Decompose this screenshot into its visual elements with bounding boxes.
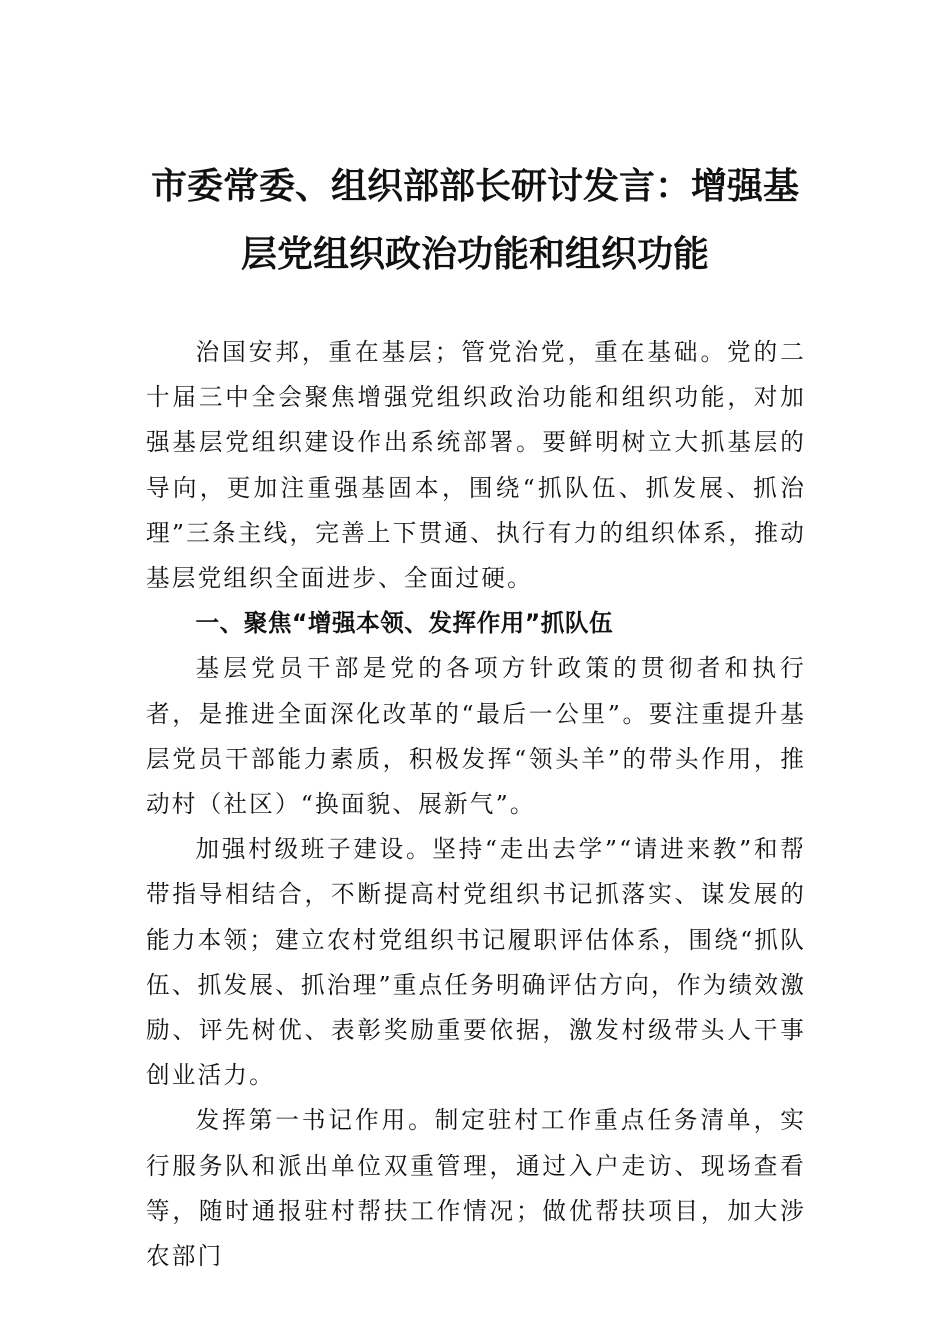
paragraph-village-team: 加强村级班子建设。坚持“走出去学”“请进来教”和帮带指导相结合，不断提高村党组织书记抓落实、谋发展的能力本领；建立农村党组织书记履职评估体系，围绕“抓队伍、抓发展、抓治理”重点任务明确评估方向，作为绩效激励、评先树优、表彰奖励重要依据，激发村级带头人干事创业活力。	[146, 835, 806, 1090]
paragraph-first-secretary: 发挥第一书记作用。制定驻村工作重点任务清单，实行服务队和派出单位双重管理，通过入户走访、现场查看等，随时通报驻村帮扶工作情况；做优帮扶项目，加大涉农部门	[146, 1106, 806, 1271]
paragraph-intro: 治国安邦，重在基层；管党治党，重在基础。党的二十届三中全会聚焦增强党组织政治功能和组织功能，对加强基层党组织建设作出系统部署。要鲜明树立大抓基层的导向，更加注重强基固本，围绕“抓队伍、抓发展、抓治理”三条主线，完善上下贯通、执行有力的组织体系，推动基层党组织全面进步、全面过硬。	[146, 338, 806, 593]
section-heading-1: 一、聚焦“增强本领、发挥作用”抓队伍	[195, 609, 614, 638]
document-title-line-1: 市委常委、组织部部长研讨发言：增强基	[150, 165, 799, 207]
document-title-line-2: 层党组织政治功能和组织功能	[240, 233, 709, 275]
paragraph-section-1-intro: 基层党员干部是党的各项方针政策的贯彻者和执行者，是推进全面深化改革的“最后一公里”。要注重提升基层党员干部能力素质，积极发挥“领头羊”的带头作用，推动村（社区）“换面貌、展新气”。	[146, 654, 806, 819]
document-body	[146, 330, 806, 1279]
